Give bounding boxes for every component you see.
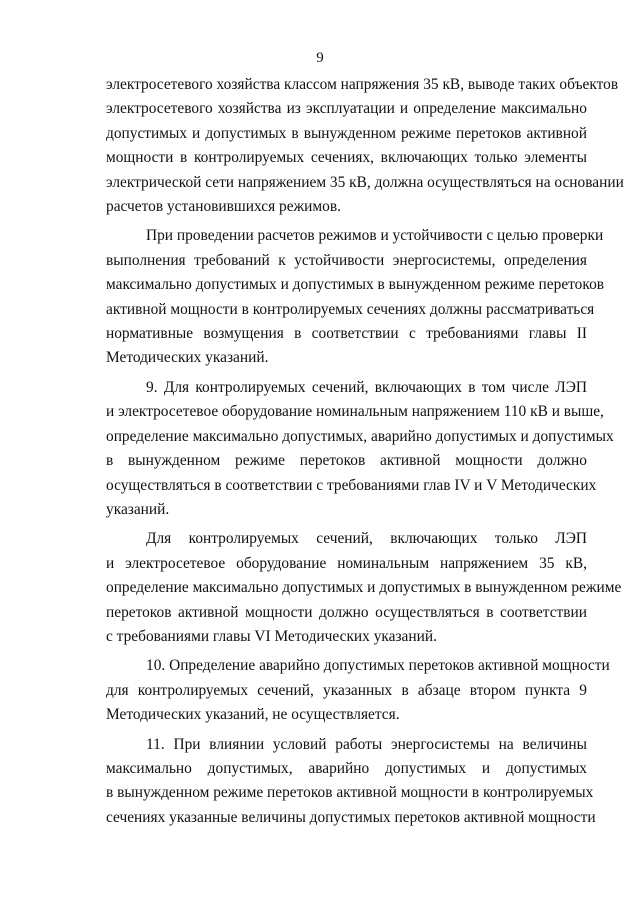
text-line: определение максимально допустимых, аварийно допустимых и допустимых: [106, 427, 614, 445]
paragraph-clause-9-second: [106, 527, 622, 649]
text-line: максимально допустимых, аварийно допустимых и допустимых: [106, 759, 587, 777]
text-line: мощности в контролируемых сечениях, включающих только элементы: [106, 149, 587, 167]
text-line: определение максимально допустимых и допустимых в вынужденном режиме: [106, 579, 622, 597]
text-line: сечениях указанные величины допустимых перетоков активной мощности: [106, 808, 596, 826]
text-line: 10. Определение аварийно допустимых перетоков активной мощности: [146, 657, 610, 675]
text-line: электросетевого хозяйства из эксплуатации и определение максимально: [106, 100, 587, 118]
text-line: и электросетевое оборудование номинальным напряжением 35 кВ,: [106, 554, 587, 572]
text-line: выполнения требований к устойчивости энергосистемы, определения: [106, 251, 587, 269]
paragraph-clause-9: [106, 376, 614, 522]
text-line: 11. При влиянии условий работы энергосистемы на величины: [146, 735, 587, 753]
text-line: осуществляться в соответствии с требованиями глав IV и V Методических: [106, 476, 597, 494]
text-line: для контролируемых сечений, указанных в абзаце втором пункта 9: [106, 681, 587, 699]
text-line: активной мощности в контролируемых сечениях должны рассматриваться: [106, 300, 595, 318]
text-line: указаний.: [106, 500, 170, 518]
paragraph-clause-10: [106, 654, 610, 727]
paragraph-clause-11: [106, 733, 596, 831]
text-line: с требованиями главы VI Методических указаний.: [106, 627, 437, 645]
text-line: в вынужденном режиме перетоков активной мощности должно: [106, 452, 587, 470]
text-line: максимально допустимых и допустимых в вынужденном режиме перетоков: [106, 276, 605, 294]
text-line: 9. Для контролируемых сечений, включающих в том числе ЛЭП: [146, 378, 587, 396]
paragraph-2: [106, 224, 605, 370]
text-line: Для контролируемых сечений, включающих только ЛЭП: [146, 530, 587, 548]
text-line: электросетевого хозяйства классом напряжения 35 кВ, выводе таких объектов: [106, 76, 619, 93]
text-line: расчетов установившихся режимов.: [106, 198, 341, 216]
text-line: в вынужденном режиме перетоков активной мощности в контролируемых: [106, 784, 594, 802]
page-number: 9: [316, 50, 324, 66]
document-body: [106, 73, 624, 830]
text-line: электрической сети напряжением 35 кВ, должна осуществляться на основании: [106, 173, 624, 191]
text-line: нормативные возмущения в соответствии с требованиями главы II: [106, 325, 587, 343]
text-line: допустимых и допустимых в вынужденном режиме перетоков активной: [106, 124, 587, 142]
text-line: перетоков активной мощности должно осуществляться в соответствии: [106, 603, 587, 621]
text-line: Методических указаний, не осуществляется.: [106, 706, 400, 724]
text-line: и электросетевое оборудование номинальным напряжением 110 кВ и выше,: [106, 403, 604, 421]
text-line: При проведении расчетов режимов и устойчивости с целью проверки: [146, 227, 604, 245]
paragraph-1: [106, 73, 624, 219]
text-line: Методических указаний.: [106, 349, 269, 367]
